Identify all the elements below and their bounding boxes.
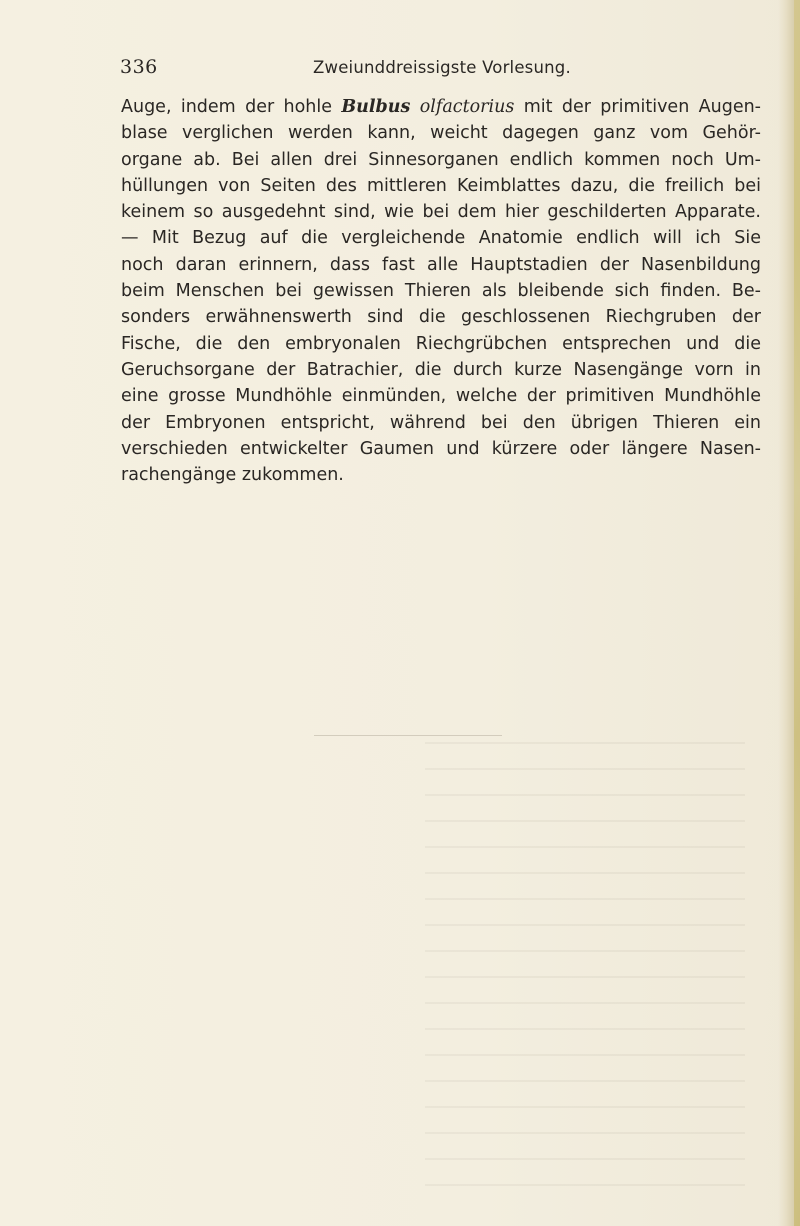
text-line: Auge, indem der hohle Bulbus olfactorius mit der primitiven Augen- — [121, 97, 761, 117]
body-paragraph — [121, 94, 761, 488]
text-line: blase verglichen werden kann, weicht dagegen ganz vom Gehör- — [121, 123, 761, 144]
text-line: — Mit Bezug auf die vergleichende Anatomie endlich will ich Sie — [121, 228, 761, 249]
text-line: sonders erwähnenswerth sind die geschlossenen Riechgruben der — [121, 307, 761, 328]
running-title: Zweiunddreissigste Vorlesung. — [313, 58, 571, 77]
page-number: 336 — [120, 56, 158, 78]
text-line-last: rachengänge zukommen. — [121, 465, 344, 486]
text-line: verschieden entwickelter Gaumen und kürzere oder längere Nasen- — [121, 438, 761, 459]
running-head — [120, 56, 760, 86]
text-line: noch daran erinnern, dass fast alle Hauptstadien der Nasenbildung — [121, 254, 761, 275]
text-line: keinem so ausgedehnt sind, wie bei dem hier geschilderten Apparate. — [121, 202, 761, 223]
text-line: Geruchsorgane der Batrachier, die durch kurze Nasengänge vorn in — [121, 359, 761, 380]
faint-rule — [314, 735, 502, 736]
italic-term: olfactorius — [419, 97, 515, 117]
text-line: Fische, die den embryonalen Riechgrübchen entsprechen und die — [121, 333, 761, 354]
italic-term: Bulbus — [341, 97, 411, 117]
text-line: organe ab. Bei allen drei Sinnesorganen endlich kommen noch Um- — [121, 149, 761, 170]
text-line: beim Menschen bei gewissen Thieren als bleibende sich finden. Be- — [121, 281, 761, 302]
text-line: hüllungen von Seiten des mittleren Keimblattes dazu, die freilich bei — [121, 175, 761, 196]
page-edge-tint — [794, 0, 800, 1226]
text-line: der Embryonen entspricht, während bei den übrigen Thieren ein — [121, 412, 761, 433]
text-line: eine grosse Mundhöhle einmünden, welche der primitiven Mundhöhle — [121, 386, 761, 407]
bleed-through-text — [425, 726, 745, 1196]
